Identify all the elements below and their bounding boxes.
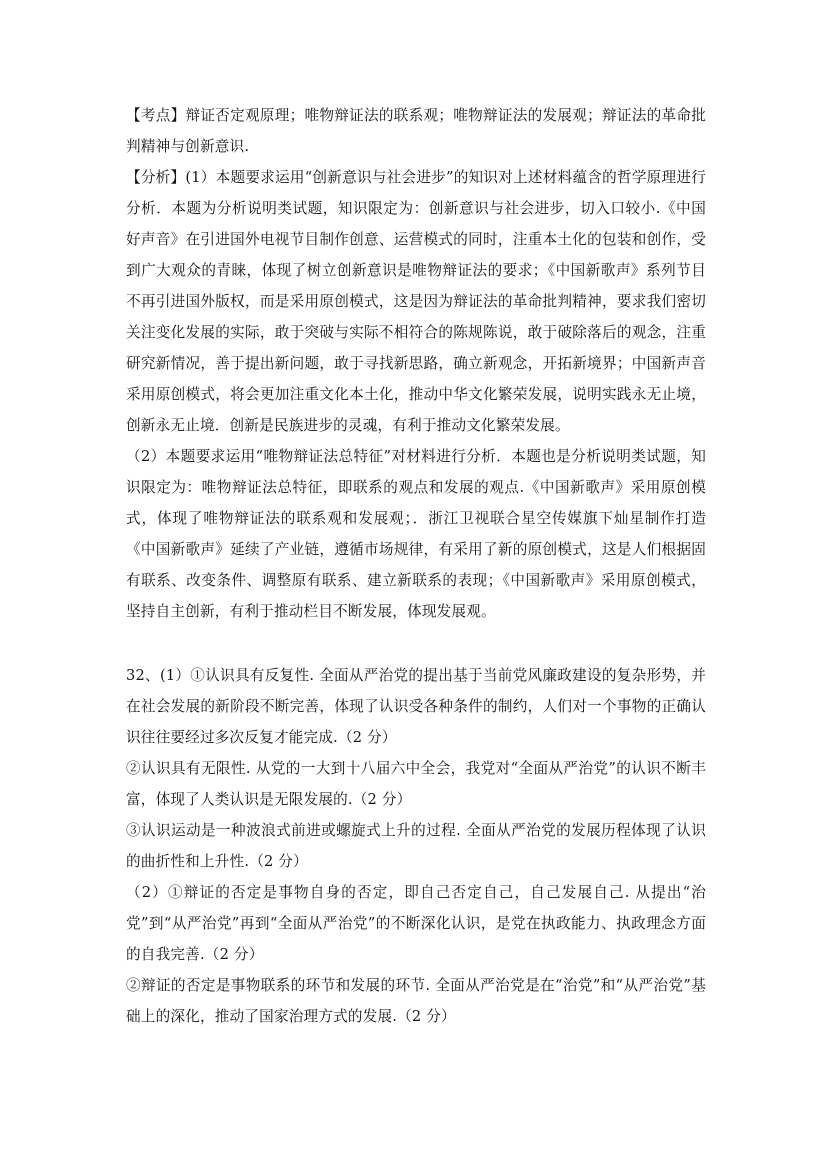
q32-part-1-point-1: 32、(1）①认识具有反复性. 全面从严治党的提出基于当前党风廉政建设的复杂形势，并在社会发展的新阶段不断完善，体现了认识受各种条件的制约，人们对一个事物的正确认识往往要经过多次反复才能完成.（2 分） [126,667,706,746]
q32-part-1-point-3: ③认识运动是一种波浪式前进或螺旋式上升的过程. 全面从严治党的发展历程体现了认识的曲折性和上升性.（2 分） [126,822,706,870]
section-spacer [126,627,706,660]
document-body [126,100,706,1032]
q32-part-1-point-2: ②认识具有无限性. 从党的一大到十八届六中全会，我党对“全面从严治党”的认识不断丰富，体现了人类认识是无限发展的.（2 分） [126,760,706,808]
analysis-part-1-paragraph: 【分析】(1）本题要求运用“创新意识与社会进步”的知识对上述材料蕴含的哲学原理进行分析．本题为分析说明类试题，知识限定为：创新意识与社会进步，切入口较小.《中国好声音》在引进国外电视节目制作创意、运营模式的同时，注重本土化的包装和创作，受到广大观众的青睐，体现了树立创新意识是唯物辩证法的要求；《中国新歌声》系列节目不再引进国外版权，而是采用原创模式，这是因为辩证法的革命批判精神，要求我们密切关注变化发展的实际，敢于突破与实际不相符合的陈规陈说，敢于破除落后的观念，注重研究新情况，善于提出新问题，敢于寻找新思路，确立新观念，开拓新境界；中国新声音采用原创模式，将会更加注重文化本土化，推动中华文化繁荣发展，说明实践永无止境，创新永无止境．创新是民族进步的灵魂，有利于推动文化繁荣发展。 [126,169,706,434]
kaodian-paragraph: 【考点】辩证否定观原理；唯物辩证法的联系观；唯物辩证法的发展观；辩证法的革命批判精神与创新意识. [126,107,706,155]
q32-part-2-point-2: ②辩证的否定是事物联系的环节和发展的环节. 全面从严治党是在“治党”和“从严治党”基础上的深化，推动了国家治理方式的发展.（2 分） [126,977,706,1025]
q32-part-2-point-1: （2）①辩证的否定是事物自身的否定，即自己否定自己，自己发展自己. 从提出“治党”到“从严治党”再到“全面从严治党”的不断深化认识，是党在执政能力、执政理念方面的自我完善.（2 分） [126,884,706,963]
analysis-part-2-paragraph: （2）本题要求运用“唯物辩证法总特征”对材料进行分析．本题也是分析说明类试题，知识限定为：唯物辩证法总特征，即联系的观点和发展的观点.《中国新歌声》采用原创模式，体现了唯物辩证法的联系观和发展观；．浙江卫视联合星空传媒旗下灿星制作打造《中国新歌声》延续了产业链，遵循市场规律，有采用了新的原创模式，这是人们根据固有联系、改变条件、调整原有联系、建立新联系的表现；《中国新歌声》采用原创模式，坚持自主创新，有利于推动栏目不断发展，体现发展观。 [126,448,706,620]
